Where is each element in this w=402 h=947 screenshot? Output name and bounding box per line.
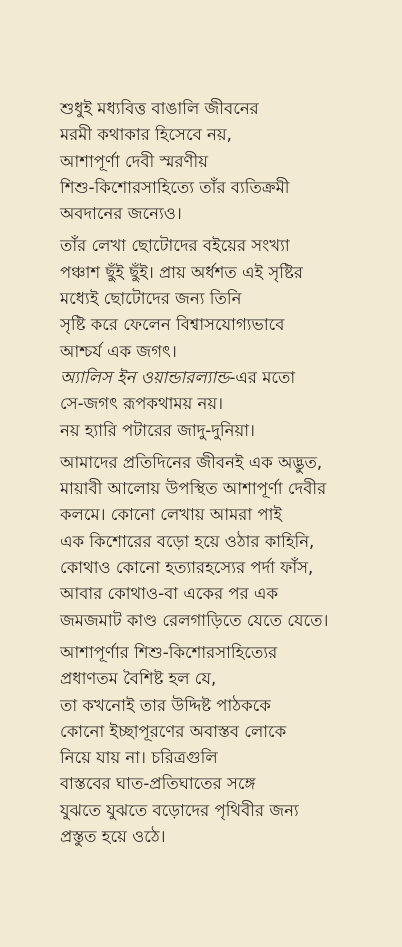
text-fragment: -এর মতো [229,367,296,387]
paragraph-3 [60,450,390,634]
text-line: মায়াবী আলোয় উপস্থিত আশাপূর্ণা দেবীর [60,479,327,499]
text-line: কোথাও কোনো হত্যারহস্যের পর্দা ফাঁস, [60,558,314,578]
text-line: আশ্চর্য এক জগৎ। [60,341,177,361]
text-line: প্রধাণতম বৈশিষ্ট হল যে, [60,669,217,689]
text-line: আশাপূর্ণার শিশু-কিশোরসাহিত্যের [60,642,278,662]
text-line: কলমে। কোনো লেখায় আমরা পাই [60,505,282,525]
text-line: মধ্যেই ছোটোদের জন্য তিনি [60,289,242,309]
text-line: আমাদের প্রতিদিনের জীবনই এক অদ্ভুত, [60,452,323,472]
text-line: সৃষ্টি করে ফেলেন বিশ্বাসযোগ্যভাবে [60,315,285,335]
text-line [60,365,390,391]
paragraph-4 [60,640,390,850]
article-text [60,96,390,856]
text-line: বাস্তবের ঘাত-প্রতিঘাতের সঙ্গে [60,774,256,794]
text-line: সে-জগৎ রূপকথাময় নয়। [60,394,224,414]
text-line: প্রস্তুত হয়ে ওঠে। [60,827,166,847]
text-line: মরমী কথাকার হিসেবে নয়, [60,125,232,145]
text-line: তাঁর লেখা ছোটোদের বইয়ের সংখ্যা [60,236,290,256]
paragraph-2 [60,233,390,443]
text-line: তা কখনোই তার উদ্দিষ্ট পাঠককে [60,695,271,715]
text-line: কোনো ইচ্ছাপূরণের অবাস্তব লোকে [60,721,287,741]
text-line: শুধুই মধ্যবিত্ত বাঙালি জীবনের [60,99,259,118]
text-line: আবার কোথাও-বা একের পর এক [60,584,279,604]
text-line: জমজমাট কাণ্ড রেলগাড়িতে যেতে যেতে। [60,610,329,630]
text-line: যুঝতে যুঝতে বড়োদের পৃথিবীর জন্য [60,800,299,820]
text-line: শিশু-কিশোরসাহিত্যে তাঁর ব্যতিক্রমী [60,177,290,197]
text-line: এক কিশোরের বড়ো হয়ে ওঠার কাহিনি, [60,531,315,551]
text-line: আশাপূর্ণা দেবী স্মরণীয় [60,151,208,171]
text-line: নিয়ে যায় না। চরিত্রগুলি [60,748,218,768]
book-title-italic: অ্যালিস ইন ওয়ান্ডারল্যান্ড [60,367,230,387]
text-line: পঞ্চাশ ছুঁই ছুঁই। প্রায় অর্ধশত এই সৃষ্টির [60,262,303,282]
text-line: নয় হ্যারি পটারের জাদু-দুনিয়া। [60,420,255,440]
paragraph-1 [60,96,390,227]
text-line: অবদানের জন্যেও। [60,204,182,224]
